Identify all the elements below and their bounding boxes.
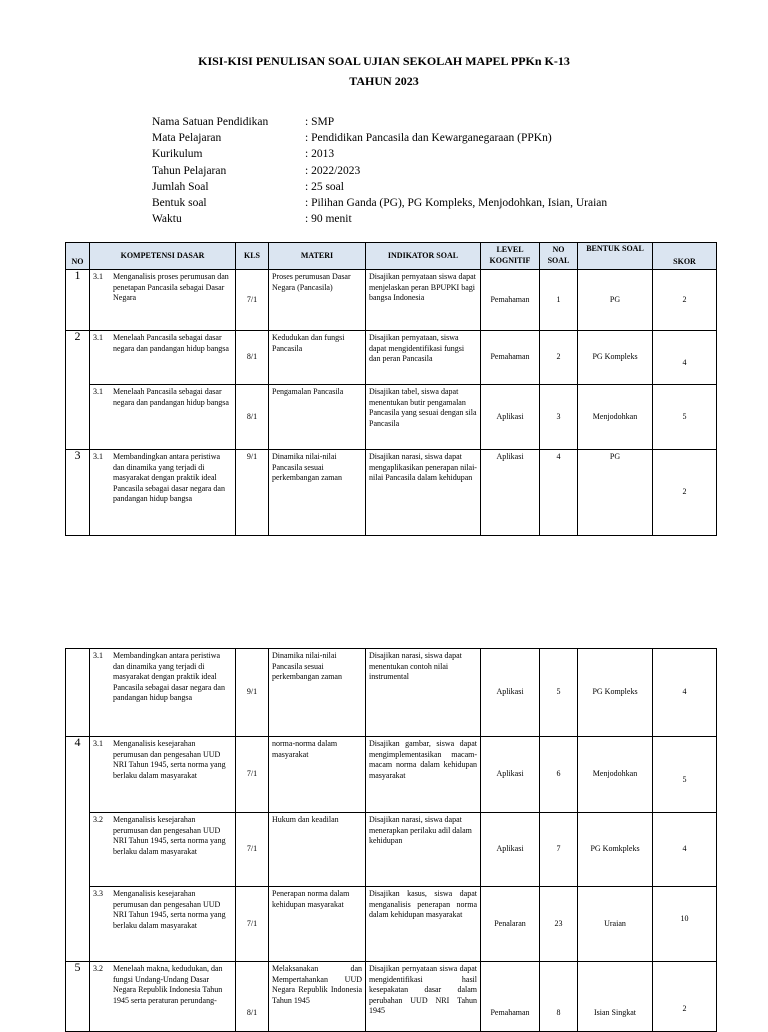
header-no: NO xyxy=(66,243,90,270)
cell-materi: Dinamika nilai-nilai Pancasila sesuai perkembangan zaman xyxy=(269,649,366,737)
cell-kls: 9/1 xyxy=(236,450,269,536)
cell-indikator: Disajikan pernyataan siswa dapat menjelaskan peran BPUPKI bagi bangsa Indonesia xyxy=(366,270,481,331)
kd-text: Membandingkan antara peristiwa dan dinamika yang terjadi di masyarakat dengan praktik ideal Pancasila sebagai dasar negara dan pandangan hidup bangsa xyxy=(113,651,225,703)
cell-no-soal: 4 xyxy=(540,450,578,536)
cell-kompetensi-dasar xyxy=(90,270,236,331)
kd-number: 3.1 xyxy=(93,387,103,396)
cell-indikator: Disajikan pernyataan, siswa dapat mengidentifikasi fungsi dan peran Pancasila xyxy=(366,331,481,385)
info-value: : 25 soal xyxy=(305,180,344,193)
info-value: : 90 menit xyxy=(305,213,352,226)
cell-kompetensi-dasar xyxy=(90,649,236,737)
cell-no: 5 xyxy=(66,962,90,1032)
header-kls: KLS xyxy=(236,243,269,270)
cell-skor: 5 xyxy=(653,737,717,813)
kisi-kisi-table-page2 xyxy=(65,648,717,1032)
kd-text: Membandingkan antara peristiwa dan dinamika yang terjadi di masyarakat dengan praktik ideal Pancasila sebagai dasar negara dan pandangan hidup bangsa xyxy=(113,452,225,504)
cell-level: Aplikasi xyxy=(481,737,540,813)
cell-indikator: Disajikan narasi, siswa dapat menentukan contoh nilai instrumental xyxy=(366,649,481,737)
cell-level: Pemahaman xyxy=(481,270,540,331)
header-indikator-soal: INDIKATOR SOAL xyxy=(366,243,481,270)
kd-text: Menelaah Pancasila sebagai dasar negara dan pandangan hidup bangsa xyxy=(113,387,229,407)
table-row xyxy=(66,813,717,887)
info-label: Kurikulum xyxy=(152,148,203,161)
info-value: : 2013 xyxy=(305,148,335,161)
cell-kls: 7/1 xyxy=(236,737,269,813)
cell-kls: 9/1 xyxy=(236,649,269,737)
cell-no-soal: 7 xyxy=(540,813,578,887)
kd-text: Menganalisis kesejarahan perumusan dan pengesahan UUD NRI Tahun 1945, serta norma yang berlaku dalam masyarakat xyxy=(113,889,226,930)
table-row xyxy=(66,962,717,1032)
header-materi: MATERI xyxy=(269,243,366,270)
info-label: Jumlah Soal xyxy=(152,180,209,193)
header-bentuk-soal: BENTUK SOAL xyxy=(578,243,653,270)
info-row xyxy=(152,130,607,146)
table-row xyxy=(66,450,717,536)
header-no-soal: NO SOAL xyxy=(540,243,578,270)
kd-number: 3.1 xyxy=(93,333,103,342)
cell-kompetensi-dasar xyxy=(90,385,236,450)
info-value: : SMP xyxy=(305,116,335,128)
kd-number: 3.1 xyxy=(93,272,103,281)
cell-kompetensi-dasar xyxy=(90,887,236,962)
kd-text: Menelaah makna, kedudukan, dan fungsi Undang-Undang Dasar Negara Republik Indonesia Tahun 1945 serta peraturan perundang- xyxy=(113,964,223,1005)
cell-level: Pemahaman xyxy=(481,331,540,385)
cell-kompetensi-dasar xyxy=(90,450,236,536)
info-row xyxy=(152,211,607,227)
cell-materi: Dinamika nilai-nilai Pancasila sesuai perkembangan zaman xyxy=(269,450,366,536)
info-value: : 2022/2023 xyxy=(305,164,361,177)
table-row xyxy=(66,270,717,331)
cell-no-soal: 1 xyxy=(540,270,578,331)
cell-level: Aplikasi xyxy=(481,450,540,536)
kd-number: 3.2 xyxy=(93,815,103,824)
table-row xyxy=(66,649,717,737)
cell-bentuk: PG Komkpleks xyxy=(578,813,653,887)
cell-materi: Kedudukan dan fungsi Pancasila xyxy=(269,331,366,385)
cell-indikator: Disajikan tabel, siswa dapat menentukan butir pengamalan Pancasila yang sesuai dengan sila Pancasila xyxy=(366,385,481,450)
cell-level: Aplikasi xyxy=(481,813,540,887)
cell-kls: 8/1 xyxy=(236,385,269,450)
kd-text: Menganalisis kesejarahan perumusan dan pengesahan UUD NRI Tahun 1945, serta norma yang berlaku dalam masyarakat xyxy=(113,815,226,856)
cell-bentuk: PG Kompleks xyxy=(578,331,653,385)
cell-materi: Penerapan norma dalam kehidupan masyarakat xyxy=(269,887,366,962)
info-label: Bentuk soal xyxy=(152,197,207,210)
document-title-line1: KISI-KISI PENULISAN SOAL UJIAN SEKOLAH MAPEL PPKn K-13 xyxy=(198,54,570,68)
cell-indikator: Disajikan kasus, siswa dapat menganalisis penerapan norma dalam kehidupan masyarakat xyxy=(366,887,481,962)
cell-materi: Proses perumusan Dasar Negara (Pancasila) xyxy=(269,270,366,331)
cell-level: Aplikasi xyxy=(481,649,540,737)
info-row xyxy=(152,195,607,211)
info-row xyxy=(152,179,607,195)
cell-kompetensi-dasar xyxy=(90,737,236,813)
table-row xyxy=(66,385,717,450)
cell-no: 4 xyxy=(66,737,90,962)
cell-skor: 2 xyxy=(653,962,717,1032)
kd-text: Menganalisis kesejarahan perumusan dan pengesahan UUD NRI Tahun 1945, serta norma yang berlaku dalam masyarakat xyxy=(113,739,226,780)
cell-kompetensi-dasar xyxy=(90,331,236,385)
kd-text: Menelaah Pancasila sebagai dasar negara dan pandangan hidup bangsa xyxy=(113,333,229,353)
cell-no xyxy=(66,649,90,737)
cell-kompetensi-dasar xyxy=(90,962,236,1032)
cell-bentuk: Menjodohkan xyxy=(578,385,653,450)
info-value: : Pendidikan Pancasila dan Kewarganegaraan (PPKn) xyxy=(305,132,552,145)
cell-kompetensi-dasar xyxy=(90,813,236,887)
kd-number: 3.1 xyxy=(93,452,103,461)
info-row xyxy=(152,114,607,130)
cell-bentuk: Menjodohkan xyxy=(578,737,653,813)
info-label: Tahun Pelajaran xyxy=(152,164,227,177)
cell-skor: 10 xyxy=(653,887,717,962)
cell-skor: 5 xyxy=(653,385,717,450)
table-row xyxy=(66,737,717,813)
cell-indikator: Disajikan narasi, siswa dapat menerapkan perilaku adil dalam kehidupan xyxy=(366,813,481,887)
cell-bentuk: PG xyxy=(578,450,653,536)
table-row xyxy=(66,887,717,962)
info-label: Waktu xyxy=(152,213,182,226)
info-label: Nama Satuan Pendidikan xyxy=(152,116,269,128)
cell-skor: 2 xyxy=(653,270,717,331)
cell-materi: Melaksanakan dan Mempertahankan UUD Negara Republik Indonesia Tahun 1945 xyxy=(269,962,366,1032)
kisi-kisi-table-page1 xyxy=(65,242,717,536)
cell-indikator: Disajikan gambar, siswa dapat mengimplementasikan macam-macam norma dalam kehidupan masyarakat xyxy=(366,737,481,813)
cell-no-soal: 2 xyxy=(540,331,578,385)
header-level-kognitif: LEVEL KOGNITIF xyxy=(481,243,540,270)
kd-number: 3.1 xyxy=(93,651,103,660)
kd-number: 3.1 xyxy=(93,739,103,748)
cell-no-soal: 23 xyxy=(540,887,578,962)
cell-materi: Hukum dan keadilan xyxy=(269,813,366,887)
cell-bentuk: Isian Singkat xyxy=(578,962,653,1032)
cell-kls: 7/1 xyxy=(236,813,269,887)
cell-skor: 4 xyxy=(653,813,717,887)
cell-indikator: Disajikan pernyataan siswa dapat mengidentifikasi hasil kesepakatan dasar dalam perubahan UUD NRI Tahun 1945 xyxy=(366,962,481,1032)
cell-kls: 7/1 xyxy=(236,270,269,331)
cell-no: 3 xyxy=(66,450,90,536)
cell-no: 2 xyxy=(66,331,90,450)
info-row xyxy=(152,163,607,179)
kd-text: Menganalisis proses perumusan dan penetapan Pancasila sebagai Dasar Negara xyxy=(113,272,229,303)
cell-level: Penalaran xyxy=(481,887,540,962)
cell-no-soal: 6 xyxy=(540,737,578,813)
header-row xyxy=(66,243,717,270)
info-value: : Pilihan Ganda (PG), PG Kompleks, Menjodohkan, Isian, Uraian xyxy=(305,197,608,210)
cell-materi: Pengamalan Pancasila xyxy=(269,385,366,450)
cell-no-soal: 3 xyxy=(540,385,578,450)
cell-bentuk: Uraian xyxy=(578,887,653,962)
info-label: Mata Pelajaran xyxy=(152,132,222,145)
cell-kls: 8/1 xyxy=(236,962,269,1032)
cell-no-soal: 8 xyxy=(540,962,578,1032)
cell-skor: 2 xyxy=(653,450,717,536)
cell-indikator: Disajikan narasi, siswa dapat mengaplikasikan penerapan nilai-nilai Pancasila dalam kehidupan xyxy=(366,450,481,536)
cell-level: Aplikasi xyxy=(481,385,540,450)
header-kompetensi-dasar: KOMPETENSI DASAR xyxy=(90,243,236,270)
cell-kls: 7/1 xyxy=(236,887,269,962)
table-row xyxy=(66,331,717,385)
document-title-line2: TAHUN 2023 xyxy=(349,74,419,88)
cell-level: Pemahaman xyxy=(481,962,540,1032)
cell-materi: norma-norma dalam masyarakat xyxy=(269,737,366,813)
cell-kls: 8/1 xyxy=(236,331,269,385)
cell-no: 1 xyxy=(66,270,90,331)
cell-no-soal: 5 xyxy=(540,649,578,737)
header-skor: SKOR xyxy=(653,243,717,270)
kd-number: 3.3 xyxy=(93,889,103,898)
cell-bentuk: PG xyxy=(578,270,653,331)
info-row xyxy=(152,146,607,162)
info-block xyxy=(152,114,607,227)
cell-bentuk: PG Kompleks xyxy=(578,649,653,737)
kd-number: 3.2 xyxy=(93,964,103,973)
cell-skor: 4 xyxy=(653,649,717,737)
cell-skor: 4 xyxy=(653,331,717,385)
